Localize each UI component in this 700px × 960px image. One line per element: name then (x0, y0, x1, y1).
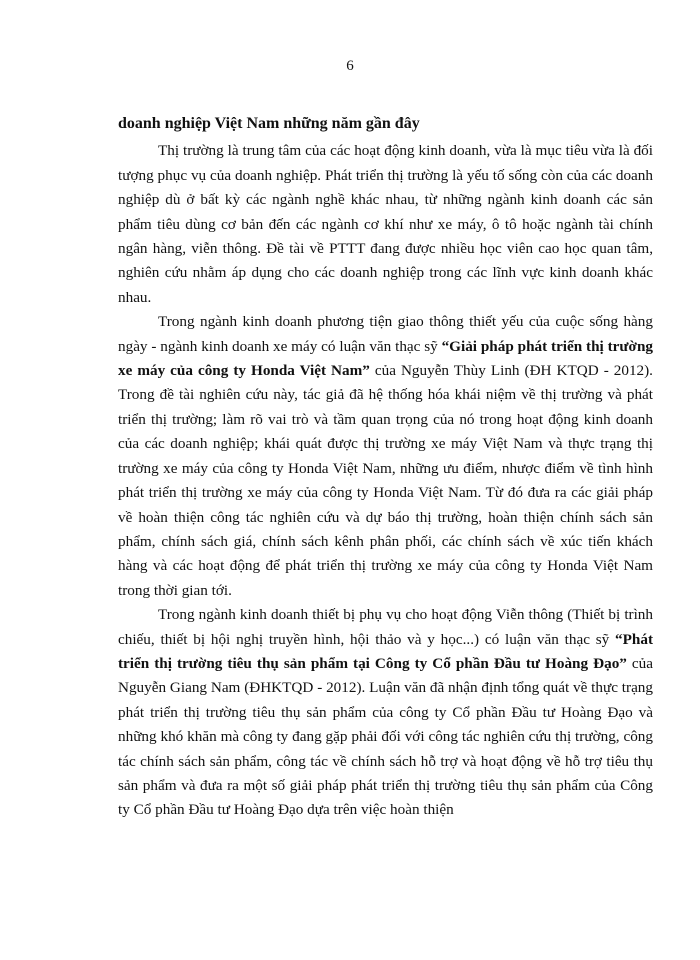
section-heading: doanh nghiệp Việt Nam những năm gần đây (118, 115, 420, 132)
thesis-title-honda: “Giải pháp phát triển thị trường xe máy của công ty Honda Việt Nam” (118, 337, 653, 380)
document-body (118, 112, 653, 823)
paragraph-3-body: của Nguyễn Giang Nam (ĐHKTQD - 2012). Luận văn đã nhận định tổng quát về thực trạng phát triển thị trường tiêu thụ sản phẩm của công ty Cổ phần Đầu tư Hoàng Đạo và những khó khăn mà công ty đang gặp phải đối với công tác nghiên cứu thị trường, công tác chính sách sản phẩm, công tác về chính sách hỗ trợ và hoạt động về hỗ trợ tiêu thụ sản phẩm và đưa ra một số giải pháp phát triển thị trường tiêu thụ sản phẩm của Công ty Cổ phần Đầu tư Hoàng Đạo dựa trên việc hoàn thiện (118, 654, 653, 819)
thesis-title-hoang-dao: “Phát triển thị trường tiêu thụ sản phẩm tại Công ty Cổ phần Đầu tư Hoàng Đạo” (118, 630, 653, 672)
paragraph-2 (118, 310, 653, 603)
page-number: 6 (346, 58, 354, 74)
paragraph-2-body: của Nguyễn Thùy Linh (ĐH KTQD - 2012). Trong đề tài nghiên cứu này, tác giả đã hệ thống hóa khái niệm về thị trường và phát triển thị trường; làm rõ vai trò và tầm quan trọng của nó trong hoạt động kinh doanh của các doanh nghiệp; khái quát được thị trường xe máy Việt Nam và thực trạng thị trường xe máy của công ty Honda Việt Nam, những ưu điểm, nhược điểm về tình hình phát triển thị trường xe máy của công ty Honda Việt Nam. Từ đó đưa ra các giải pháp về hoàn thiện công tác nghiên cứu và dự báo thị trường, hoàn thiện chính sách sản phẩm, chính sách giá, chính sách kênh phân phối, các chính sách về xúc tiến khách hàng và các hoạt động để phát triển thị trường xe máy của công ty Honda Việt Nam trong thời gian tới. (118, 362, 653, 599)
paragraph-3 (118, 603, 653, 823)
paragraph-1: Thị trường là trung tâm của các hoạt động kinh doanh, vừa là mục tiêu vừa là đối tượng phục vụ của doanh nghiệp. Phát triển thị trường là yếu tố sống còn của các doanh nghiệp dù ở bất kỳ các ngành nghề khác nhau, từ những ngành kinh doanh các sản phẩm tiêu dùng cơ bản đến các ngành cơ khí như xe máy, ô tô hoặc ngành tài chính ngân hàng, viễn thông. Đề tài về PTTT đang được nhiều học viên cao học quan tâm, nghiên cứu nhằm áp dụng cho các doanh nghiệp trong các lĩnh vực kinh doanh khác nhau. (118, 142, 653, 306)
paragraph-2-intro: Trong ngành kinh doanh phương tiện giao thông thiết yếu của cuộc sống hàng ngày - ngành kinh doanh xe máy có luận văn thạc sỹ (118, 313, 653, 355)
paragraph-3-intro: Trong ngành kinh doanh thiết bị phụ vụ cho hoạt động Viễn thông (Thiết bị trình chiếu, thiết bị hội nghị truyền hình, hội thảo và y học...) có luận văn thạc sỹ (118, 606, 653, 648)
